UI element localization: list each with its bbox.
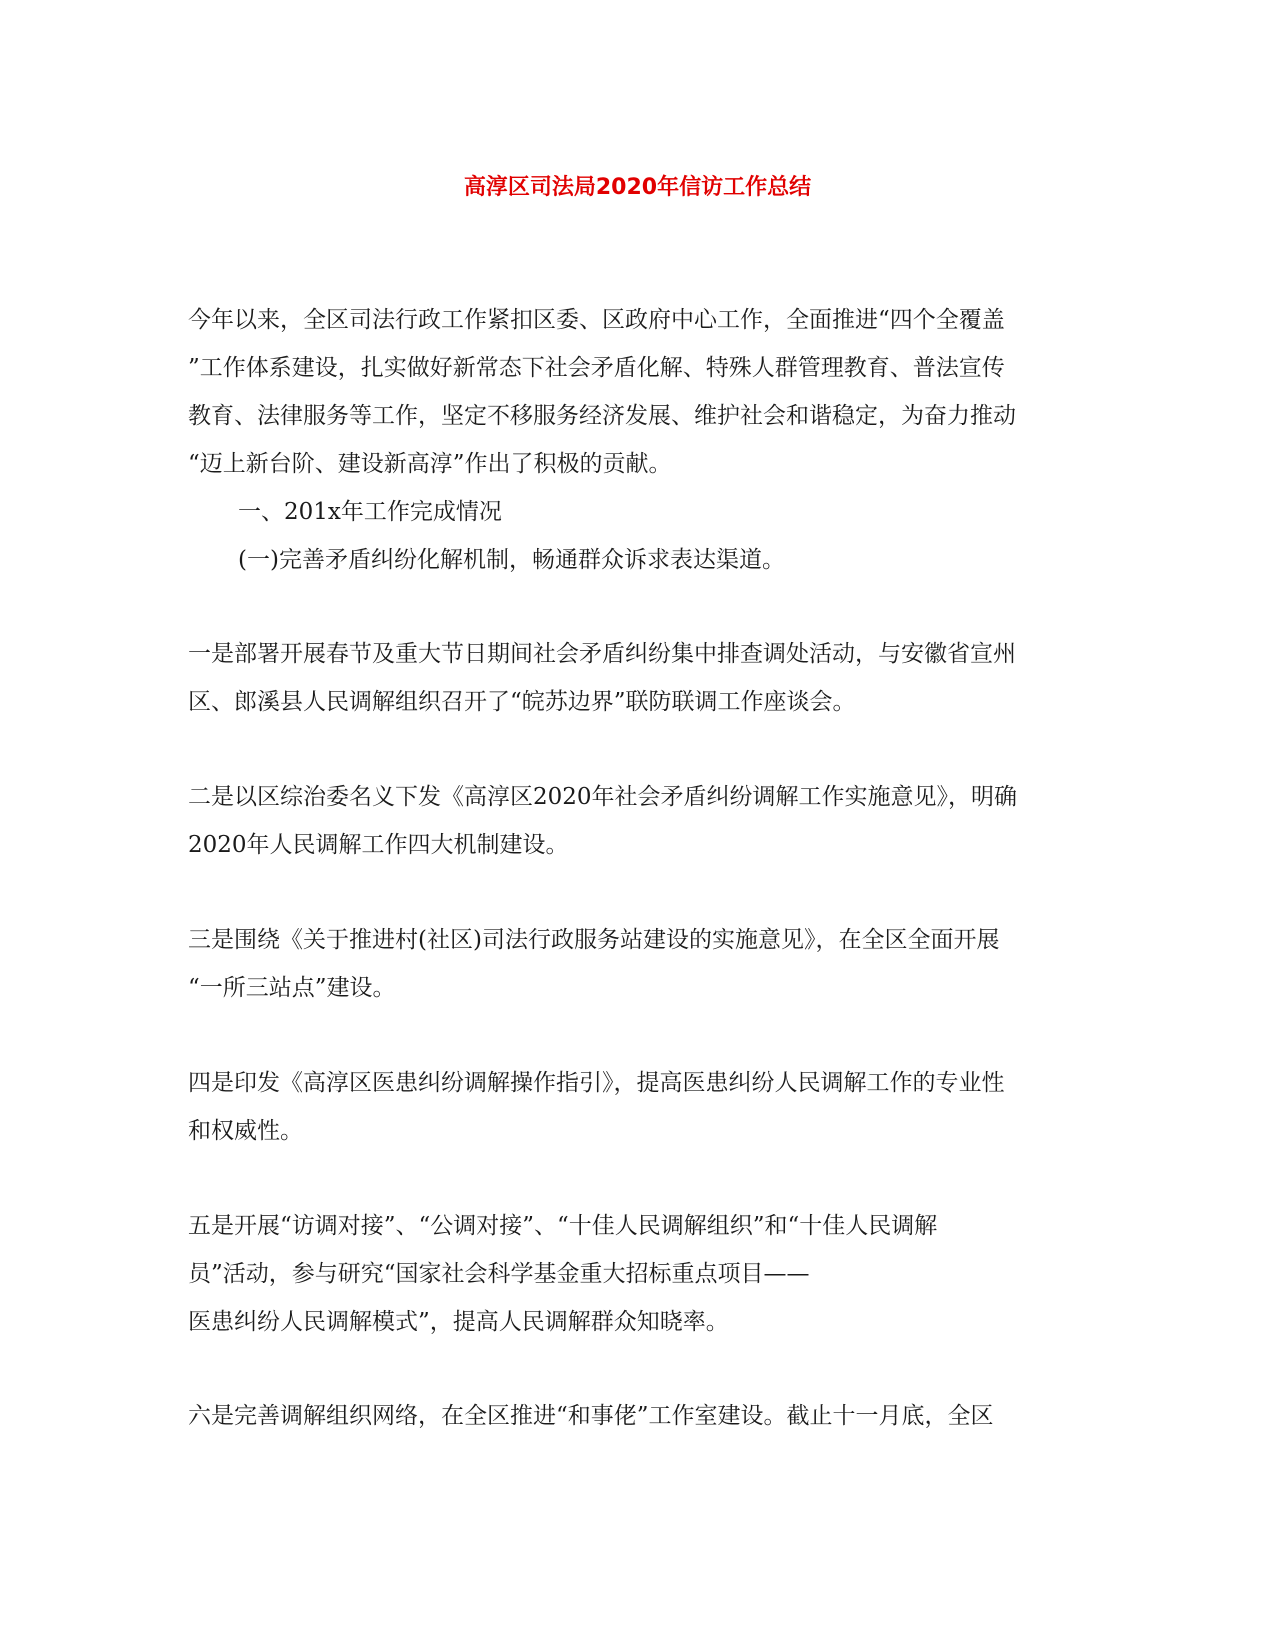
list-item-1 (188, 630, 1088, 726)
text-line: 员”活动，参与研究“国家社会科学基金重大招标重点项目—— (188, 1261, 810, 1287)
subsection-heading (238, 536, 1088, 584)
text-line: 四是印发《高淳区医患纠纷调解操作指引》，提高医患纠纷人民调解工作的专业性 (188, 1070, 1005, 1096)
text-line: 二是以区综治委名义下发《高淳区2020年社会矛盾纠纷调解工作实施意见》，明确 (188, 784, 1018, 810)
intro-paragraph (188, 296, 1088, 488)
list-item-3 (188, 916, 1088, 1012)
text-line: “迈上新台阶、建设新高淳”作出了积极的贡献。 (188, 451, 672, 477)
subsection-heading-text: (一)完善矛盾纠纷化解机制，畅通群众诉求表达渠道。 (238, 547, 785, 573)
text-line: 一是部署开展春节及重大节日期间社会矛盾纠纷集中排查调处活动，与安徽省宣州 (188, 641, 1016, 667)
list-item-5 (188, 1202, 1088, 1346)
text-line: 今年以来，全区司法行政工作紧扣区委、区政府中心工作，全面推进“四个全覆盖 (188, 307, 1005, 333)
document-title: 高淳区司法局2020年信访工作总结 (463, 175, 812, 200)
text-line: 三是围绕《关于推进村(社区)司法行政服务站建设的实施意见》，在全区全面开展 (188, 927, 1000, 953)
list-item-2 (188, 773, 1088, 869)
text-line: 五是开展“访调对接”、“公调对接”、“十佳人民调解组织”和“十佳人民调解 (188, 1213, 938, 1239)
list-item-6 (188, 1392, 1088, 1440)
text-line: 2020年人民调解工作四大机制建设。 (188, 832, 569, 858)
text-line: 教育、法律服务等工作，坚定不移服务经济发展、维护社会和谐稳定，为奋力推动 (188, 403, 1016, 429)
text-line: “一所三站点”建设。 (188, 975, 396, 1001)
section-heading-text: 一、201x年工作完成情况 (238, 499, 502, 525)
list-item-4 (188, 1059, 1088, 1155)
section-heading (238, 488, 1088, 536)
text-line: 和权威性。 (188, 1118, 303, 1144)
text-line: 六是完善调解组织网络，在全区推进“和事佬”工作室建设。截止十一月底，全区 (188, 1403, 994, 1429)
text-line: 区、郎溪县人民调解组织召开了“皖苏边界”联防联调工作座谈会。 (188, 689, 856, 715)
text-line: ”工作体系建设，扎实做好新常态下社会矛盾化解、特殊人群管理教育、普法宣传 (188, 355, 1005, 381)
text-line: 医患纠纷人民调解模式”，提高人民调解群众知晓率。 (188, 1309, 729, 1335)
